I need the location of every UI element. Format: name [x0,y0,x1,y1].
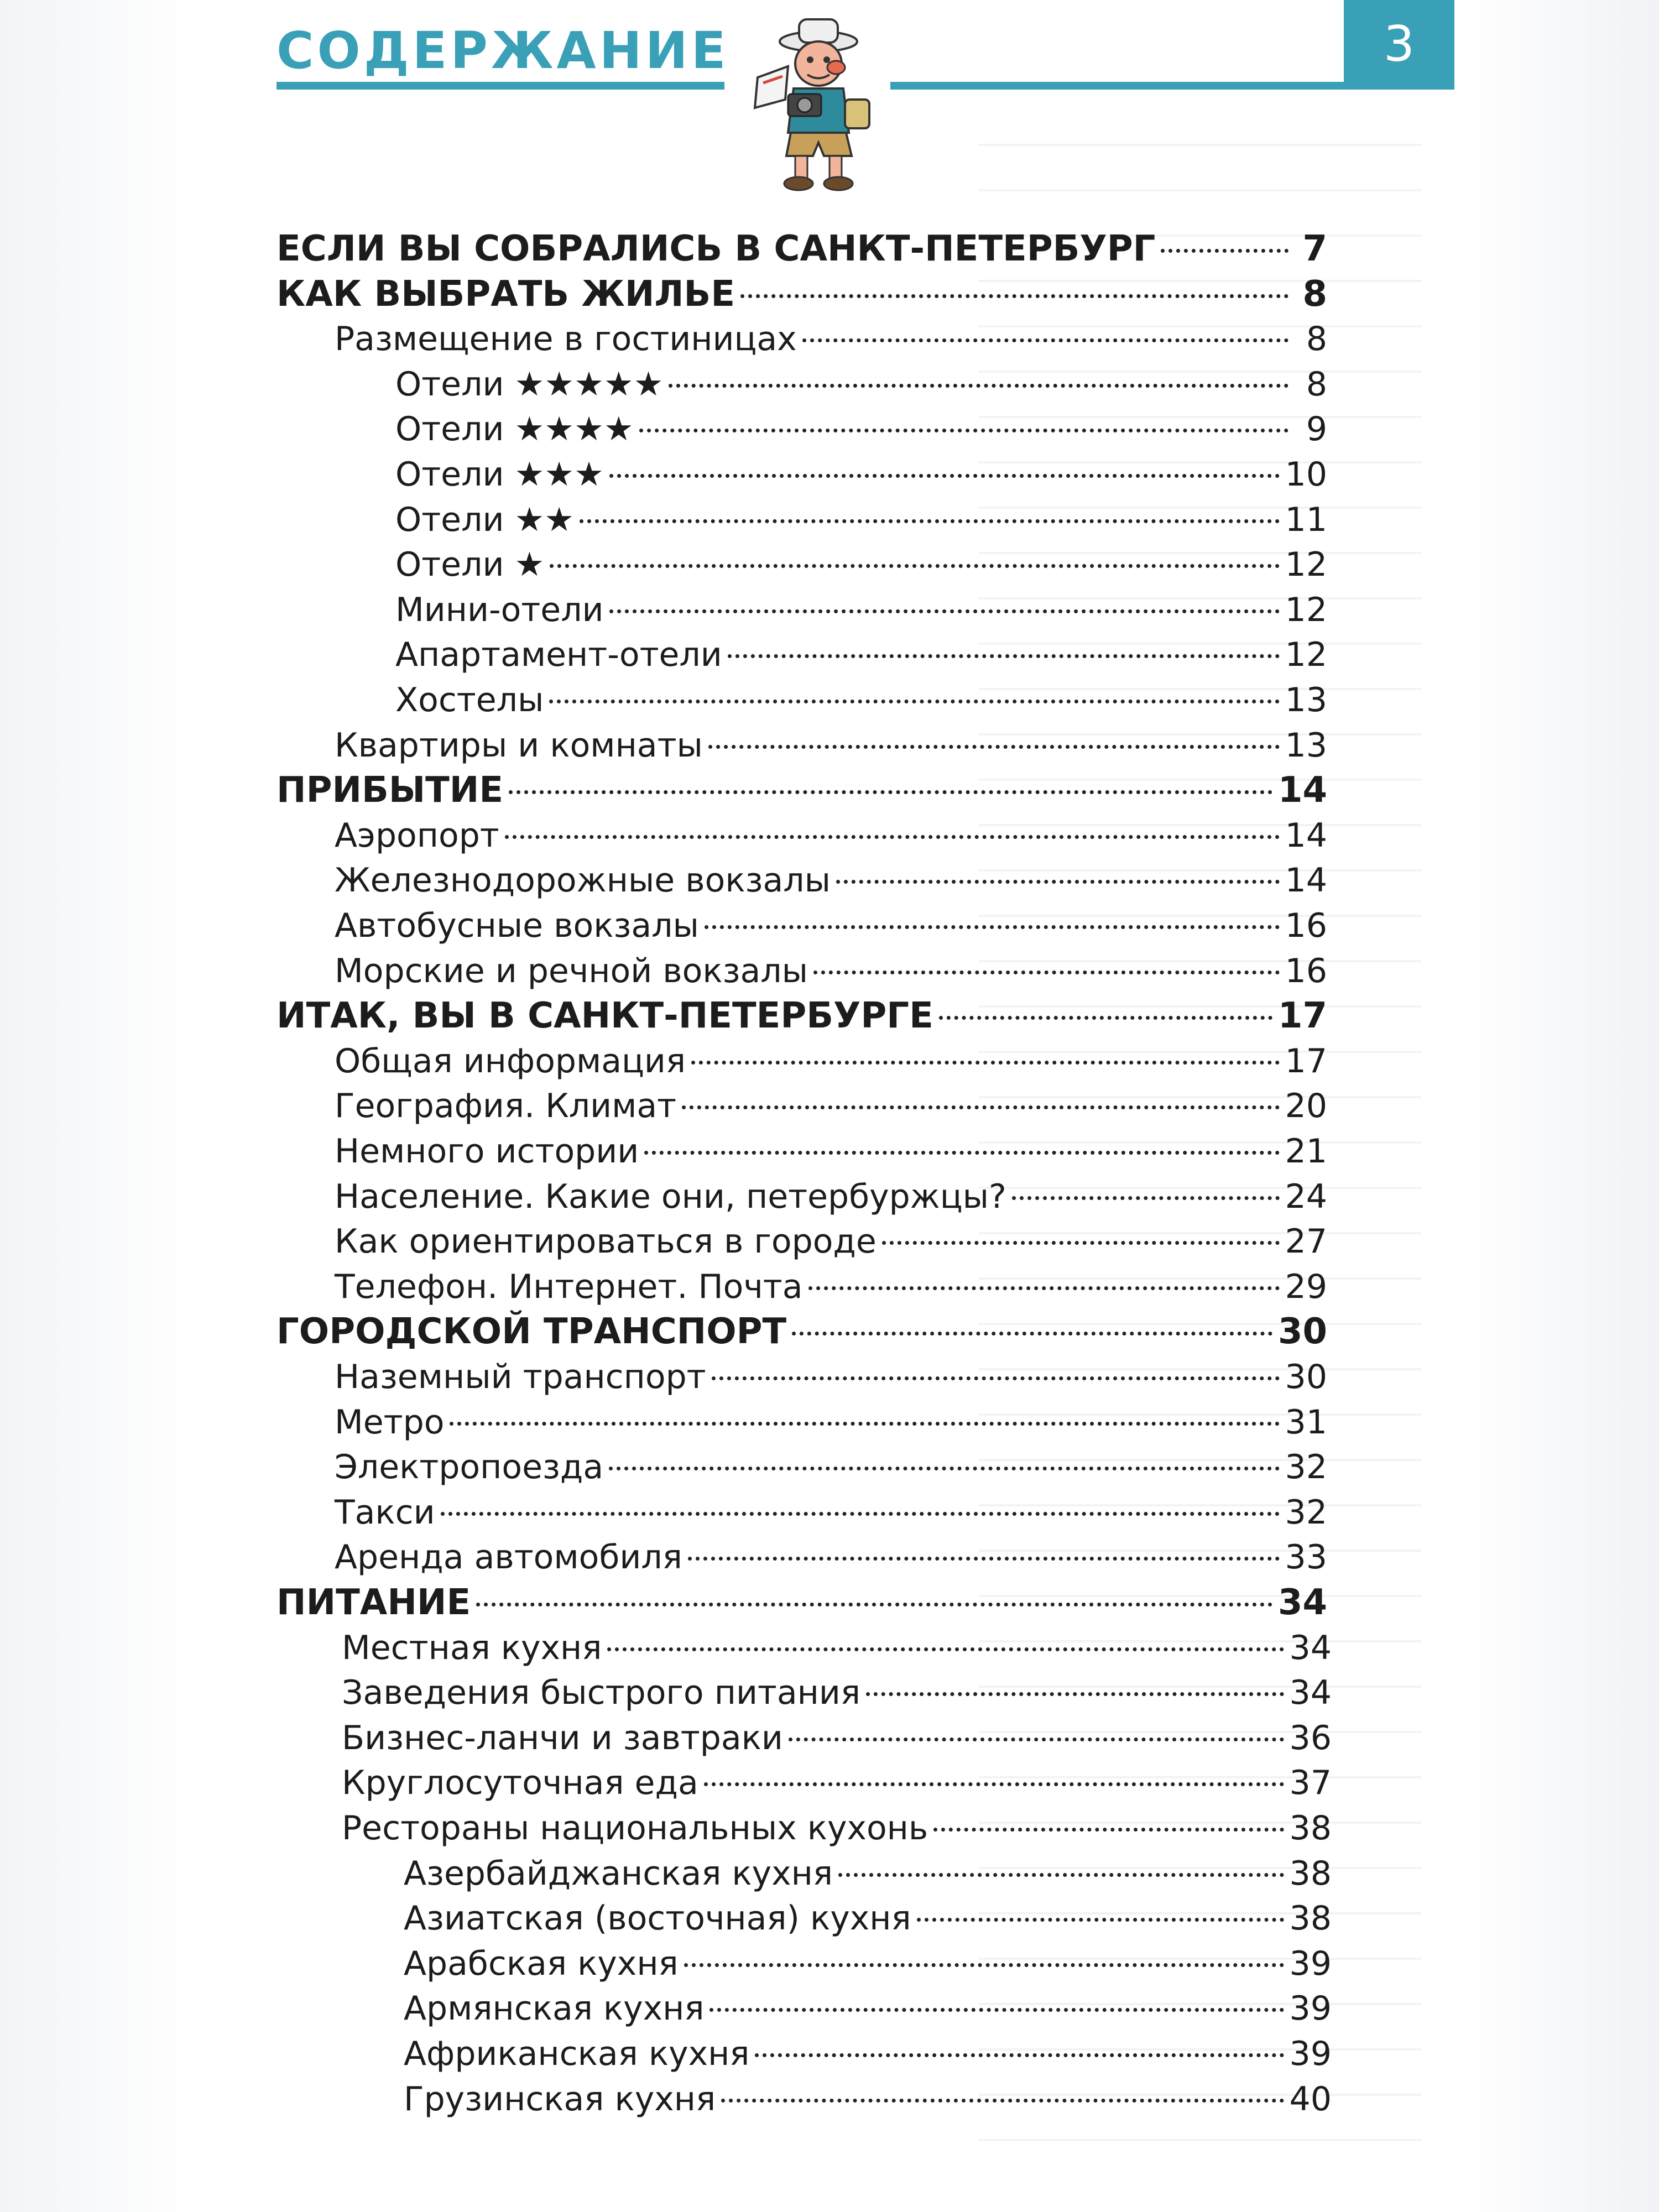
dot-leader [728,654,1280,658]
dot-leader [450,1422,1279,1426]
toc-entry-page: 32 [1285,1448,1327,1486]
toc-entry-page: 12 [1285,591,1327,629]
dot-leader [939,1016,1272,1020]
toc-entry [276,768,1327,812]
toc-entry-label: Хостелы [395,681,544,719]
toc-entry-page: 34 [1289,1673,1332,1712]
toc-entry-label: Отели ★★★ [395,455,604,494]
toc-entry [342,1716,1332,1760]
toc-entry-label: ГОРОДСКОЙ ТРАНСПОРТ [276,1311,787,1352]
dot-leader [684,1963,1284,1967]
toc-entry-page: 38 [1289,1809,1332,1848]
toc-entry-label: Арабская кухня [404,1944,679,1983]
dot-leader [609,474,1280,478]
toc-entry [335,1129,1327,1173]
dot-leader [607,1647,1284,1651]
toc-entry [342,1761,1332,1805]
toc-entry-label: Местная кухня [342,1629,602,1667]
dot-leader [709,2008,1284,2012]
dot-leader [669,384,1288,388]
dot-leader [505,835,1280,839]
toc-entry-label: Население. Какие они, петербуржцы? [335,1177,1006,1216]
toc-entry-page: 17 [1285,1042,1327,1081]
toc-entry-label: Общая информация [335,1042,686,1081]
toc-entry-label: Такси [335,1493,435,1532]
toc-entry-label: Армянская кухня [404,1989,705,2028]
dot-leader [609,609,1280,613]
toc-entry-page: 27 [1285,1222,1327,1261]
toc-entry [335,1084,1327,1128]
toc-entry-page: 30 [1285,1358,1327,1396]
dot-leader [808,1286,1280,1290]
toc-entry-page: 34 [1277,1582,1327,1623]
dot-leader [691,1061,1280,1065]
toc-entry-page: 24 [1285,1177,1327,1216]
toc-entry [404,2077,1332,2121]
toc-entry-page: 8 [1302,274,1327,315]
toc-entry [335,723,1327,768]
toc-entry [395,678,1327,722]
toc-entry-page: 10 [1285,455,1327,494]
toc-entry-page: 39 [1289,2034,1332,2073]
toc-entry-page: 13 [1285,726,1327,765]
toc-entry-label: ПРИБЫТИЕ [276,770,504,811]
toc-entry-page: 34 [1289,1629,1332,1667]
toc-entry-label: Телефон. Интернет. Почта [335,1267,803,1306]
toc-entry-label: Как ориентироваться в городе [335,1222,877,1261]
toc-entry-label: Круглосуточная еда [342,1764,698,1802]
toc-entry-label: ЕСЛИ ВЫ СОБРАЛИСЬ В САНКТ-ПЕТЕРБУРГ [276,228,1156,269]
toc-entry-page: 16 [1285,952,1327,990]
toc-entry-label: КАК ВЫБРАТЬ ЖИЛЬЕ [276,274,735,315]
toc-entry-label: Азербайджанская кухня [404,1854,833,1893]
toc-entry-label: Отели ★★ [395,500,575,539]
dot-leader [549,700,1279,703]
dot-leader [708,745,1280,749]
dot-leader [740,294,1288,298]
toc-entry-page: 40 [1289,2080,1332,2119]
toc-entry-label: Автобусные вокзалы [335,906,699,945]
dot-leader [712,1376,1280,1380]
toc-entry [404,1896,1332,1940]
toc-entry-label: Африканская кухня [404,2034,750,2073]
toc-entry [342,1626,1332,1670]
toc-entry [404,2032,1332,2076]
toc-entry-page: 9 [1306,410,1327,448]
toc-entry [395,407,1327,451]
toc-entry-label: Заведения быстрого питания [342,1673,860,1712]
dot-leader [682,1105,1280,1109]
dot-leader [705,925,1280,929]
toc-entry-label: Отели ★★★★★ [395,365,664,404]
toc-entry-page: 38 [1289,1899,1332,1938]
toc-entry [335,1400,1327,1444]
dot-leader [789,1738,1284,1741]
toc-entry-page: 8 [1306,320,1327,358]
dot-leader [550,564,1279,568]
toc-entry-page: 13 [1285,681,1327,719]
toc-entry-label: Метро [335,1403,445,1442]
dot-leader [755,2053,1284,2057]
toc-entry [335,1355,1327,1399]
dot-leader [866,1692,1284,1696]
toc-entry [395,542,1327,587]
toc-entry-page: 39 [1289,1944,1332,1983]
toc-entry [335,1039,1327,1083]
toc-entry [276,227,1327,271]
toc-entry-label: Морские и речной вокзалы [335,952,808,990]
toc-entry [335,1175,1327,1219]
toc-entry-page: 32 [1285,1493,1327,1532]
toc-entry [395,452,1327,497]
dot-leader [639,429,1288,432]
toc-entry-label: Азиатская (восточная) кухня [404,1899,911,1938]
dot-leader [441,1512,1280,1516]
toc-entry-page: 38 [1289,1854,1332,1893]
toc-entry [395,498,1327,542]
toc-entry-label: Грузинская кухня [404,2080,716,2119]
toc-entry-page: 21 [1285,1132,1327,1171]
toc-entry [335,1445,1327,1489]
toc-entry-page: 12 [1285,635,1327,674]
toc-entry [404,1986,1332,2031]
dot-leader [688,1557,1280,1561]
toc-entry [395,362,1327,406]
dot-leader [476,1603,1272,1606]
toc-entry-label: Аренда автомобиля [335,1538,682,1577]
toc-entry-page: 16 [1285,906,1327,945]
toc-entry [335,1535,1327,1579]
toc-entry-label: Размещение в гостиницах [335,320,797,358]
toc-entry [335,813,1327,858]
toc-entry-page: 36 [1289,1719,1332,1757]
toc-entry [395,588,1327,632]
toc-entry-page: 30 [1277,1311,1327,1352]
toc-entry-label: Электропоезда [335,1448,604,1486]
toc-entry-label: Квартиры и комнаты [335,726,703,765]
dot-leader [882,1241,1280,1245]
toc-entry-label: Аэропорт [335,816,499,855]
dot-leader [609,1467,1279,1470]
toc-entry [335,1490,1327,1535]
toc-entry-page: 7 [1302,228,1327,269]
toc-entry-page: 8 [1306,365,1327,404]
dot-leader [1012,1196,1280,1200]
dot-leader [933,1828,1284,1832]
toc-entry-label: Наземный транспорт [335,1358,706,1396]
dot-leader [704,1782,1284,1786]
dot-leader [721,2099,1284,2103]
toc-entry-label: ПИТАНИЕ [276,1582,471,1623]
toc-entry-page: 39 [1289,1989,1332,2028]
toc-entry-label: Рестораны национальных кухонь [342,1809,928,1848]
dot-leader [509,790,1272,794]
dot-leader [917,1918,1284,1922]
toc-entry [404,1851,1332,1896]
toc-entry [335,317,1327,361]
dot-leader [838,1873,1284,1877]
toc-entry-label: ИТАК, ВЫ В САНКТ-ПЕТЕРБУРГЕ [276,995,933,1036]
dot-leader [802,338,1288,342]
dot-leader [580,519,1280,523]
toc-entry [335,949,1327,993]
toc-entry-page: 11 [1285,500,1327,539]
toc-entry-label: Отели ★ [395,545,545,584]
toc-entry [342,1806,1332,1850]
toc-entry [335,858,1327,902]
toc-entry-page: 33 [1285,1538,1327,1577]
toc-entry-page: 14 [1285,816,1327,855]
toc-entry-page: 31 [1285,1403,1327,1442]
toc-entry [276,272,1327,316]
toc-entry-page: 12 [1285,545,1327,584]
toc-entry [276,1580,1327,1625]
toc-entry-page: 20 [1285,1087,1327,1125]
dot-leader [813,971,1280,974]
toc-entry-label: География. Климат [335,1087,677,1125]
toc-entry-label: Немного истории [335,1132,639,1171]
dot-leader [644,1151,1279,1155]
page-title: СОДЕРЖАНИЕ [276,21,729,80]
toc-entry-page: 14 [1277,770,1327,811]
toc-entry [335,1219,1327,1264]
dot-leader [836,880,1280,884]
toc-entry-label: Мини-отели [395,591,604,629]
toc-entry-label: Железнодорожные вокзалы [335,861,831,900]
toc-entry-page: 14 [1285,861,1327,900]
toc-entry [335,1265,1327,1309]
toc-entry-page: 29 [1285,1267,1327,1306]
toc-entry-page: 17 [1277,995,1327,1036]
toc-entry [342,1671,1332,1715]
toc-entry-label: Апартамент-отели [395,635,722,674]
toc-entry [335,904,1327,948]
dot-leader [792,1332,1272,1335]
toc-entry [404,1942,1332,1986]
toc-entry [276,1310,1327,1354]
toc-entry-label: Отели ★★★★ [395,410,634,448]
toc-entry [395,633,1327,677]
toc-entry-page: 37 [1289,1764,1332,1802]
page-number: 3 [1384,15,1415,72]
dot-leader [1161,249,1288,253]
toc-entry [276,994,1327,1038]
toc-entry-label: Бизнес-ланчи и завтраки [342,1719,783,1757]
